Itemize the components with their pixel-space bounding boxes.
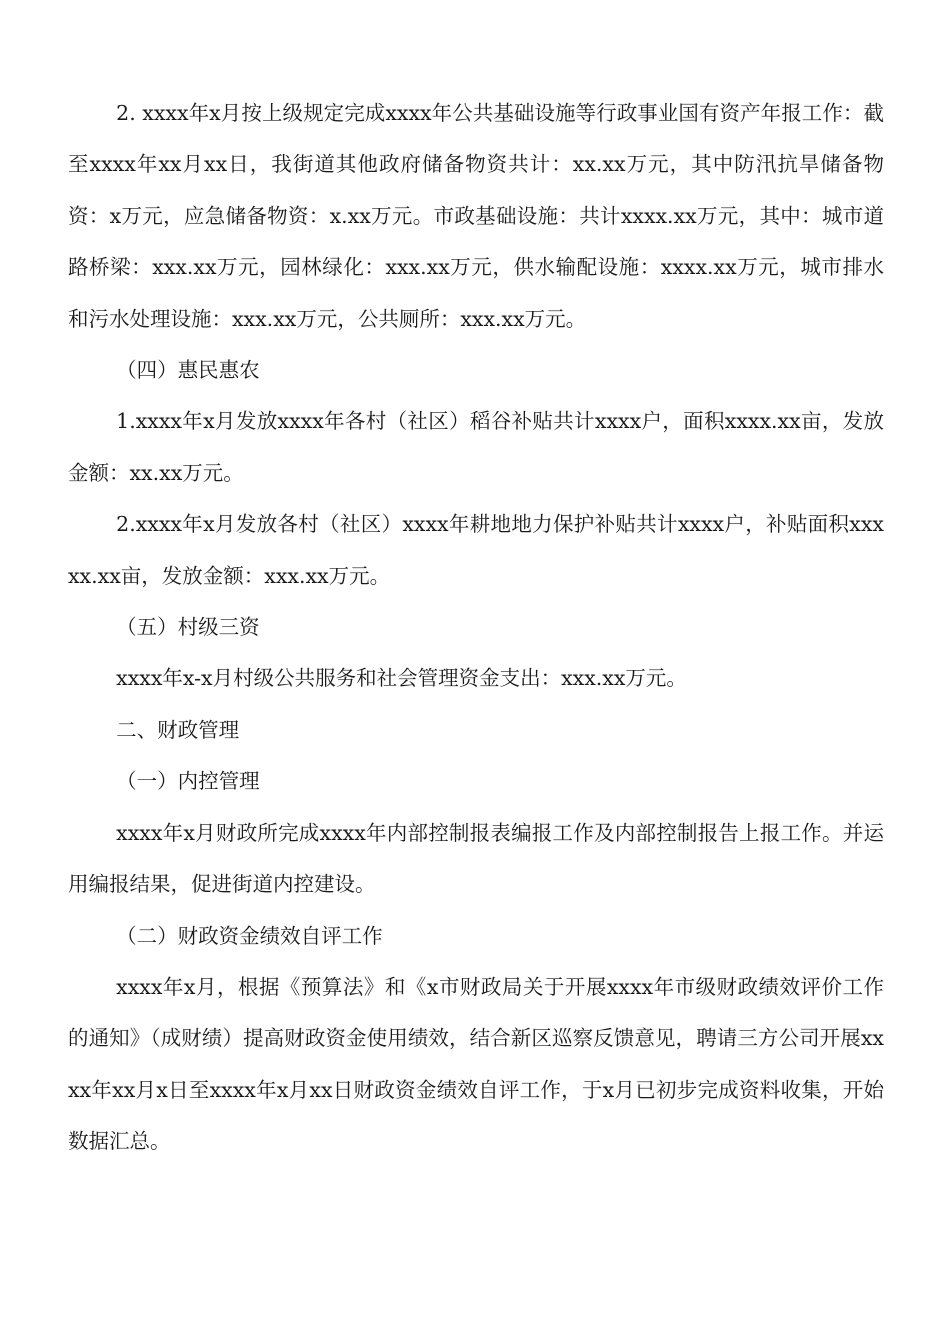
paragraph-village-expenditure: xxxx年x-x月村级公共服务和社会管理资金支出：xxx.xx万元。 <box>116 666 687 691</box>
heading-huimin-huinong: （四）惠民惠农 <box>116 358 260 383</box>
paragraph-farmland-subsidy: 2.xxxx年x月发放各村（社区）xxxx年耕地地力保护补贴共计xxxx户，补贴面积xxxxx.xx亩，发放金额：xxx.xx万元。 <box>68 512 884 588</box>
heading-internal-control: （一）内控管理 <box>116 769 260 794</box>
document-body <box>68 88 884 1168</box>
heading-finance-management: 二、财政管理 <box>116 717 240 742</box>
paragraph-asset-report: 2. xxxx年x月按上级规定完成xxxx年公共基础设施等行政事业国有资产年报工作：截至xxxx年xx月xx日，我街道其他政府储备物资共计：xx.xx万元，其中防汛抗旱储备物资：x万元，应急储备物资：x.xx万元。市政基础设施：共计xxxx.xx万元，其中：城市道路桥梁：xxx.xx万元，园林绿化：xxx.xx万元，供水输配设施：xxxx.xx万元，城市排水和污水处理设施：xxx.xx万元，公共厕所：xxx.xx万元。 <box>68 101 884 331</box>
paragraph-rice-subsidy: 1.xxxx年x月发放xxxx年各村（社区）稻谷补贴共计xxxx户，面积xxxx.xx亩，发放金额：xx.xx万元。 <box>68 409 884 485</box>
paragraph-performance-self-evaluation: xxxx年x月，根据《预算法》和《x市财政局关于开展xxxx年市级财政绩效评价工作的通知》（成财绩）提高财政资金使用绩效，结合新区巡察反馈意见，聘请三方公司开展xxxx年xx月x日至xxxx年x月xx日财政资金绩效自评工作，于x月已初步完成资料收集，开始数据汇总。 <box>68 974 884 1154</box>
heading-village-three-assets: （五）村级三资 <box>116 615 260 640</box>
heading-performance-self-evaluation: （二）财政资金绩效自评工作 <box>116 923 383 948</box>
paragraph-internal-control: xxxx年x月财政所完成xxxx年内部控制报表编报工作及内部控制报告上报工作。并运用编报结果，促进街道内控建设。 <box>68 820 884 897</box>
